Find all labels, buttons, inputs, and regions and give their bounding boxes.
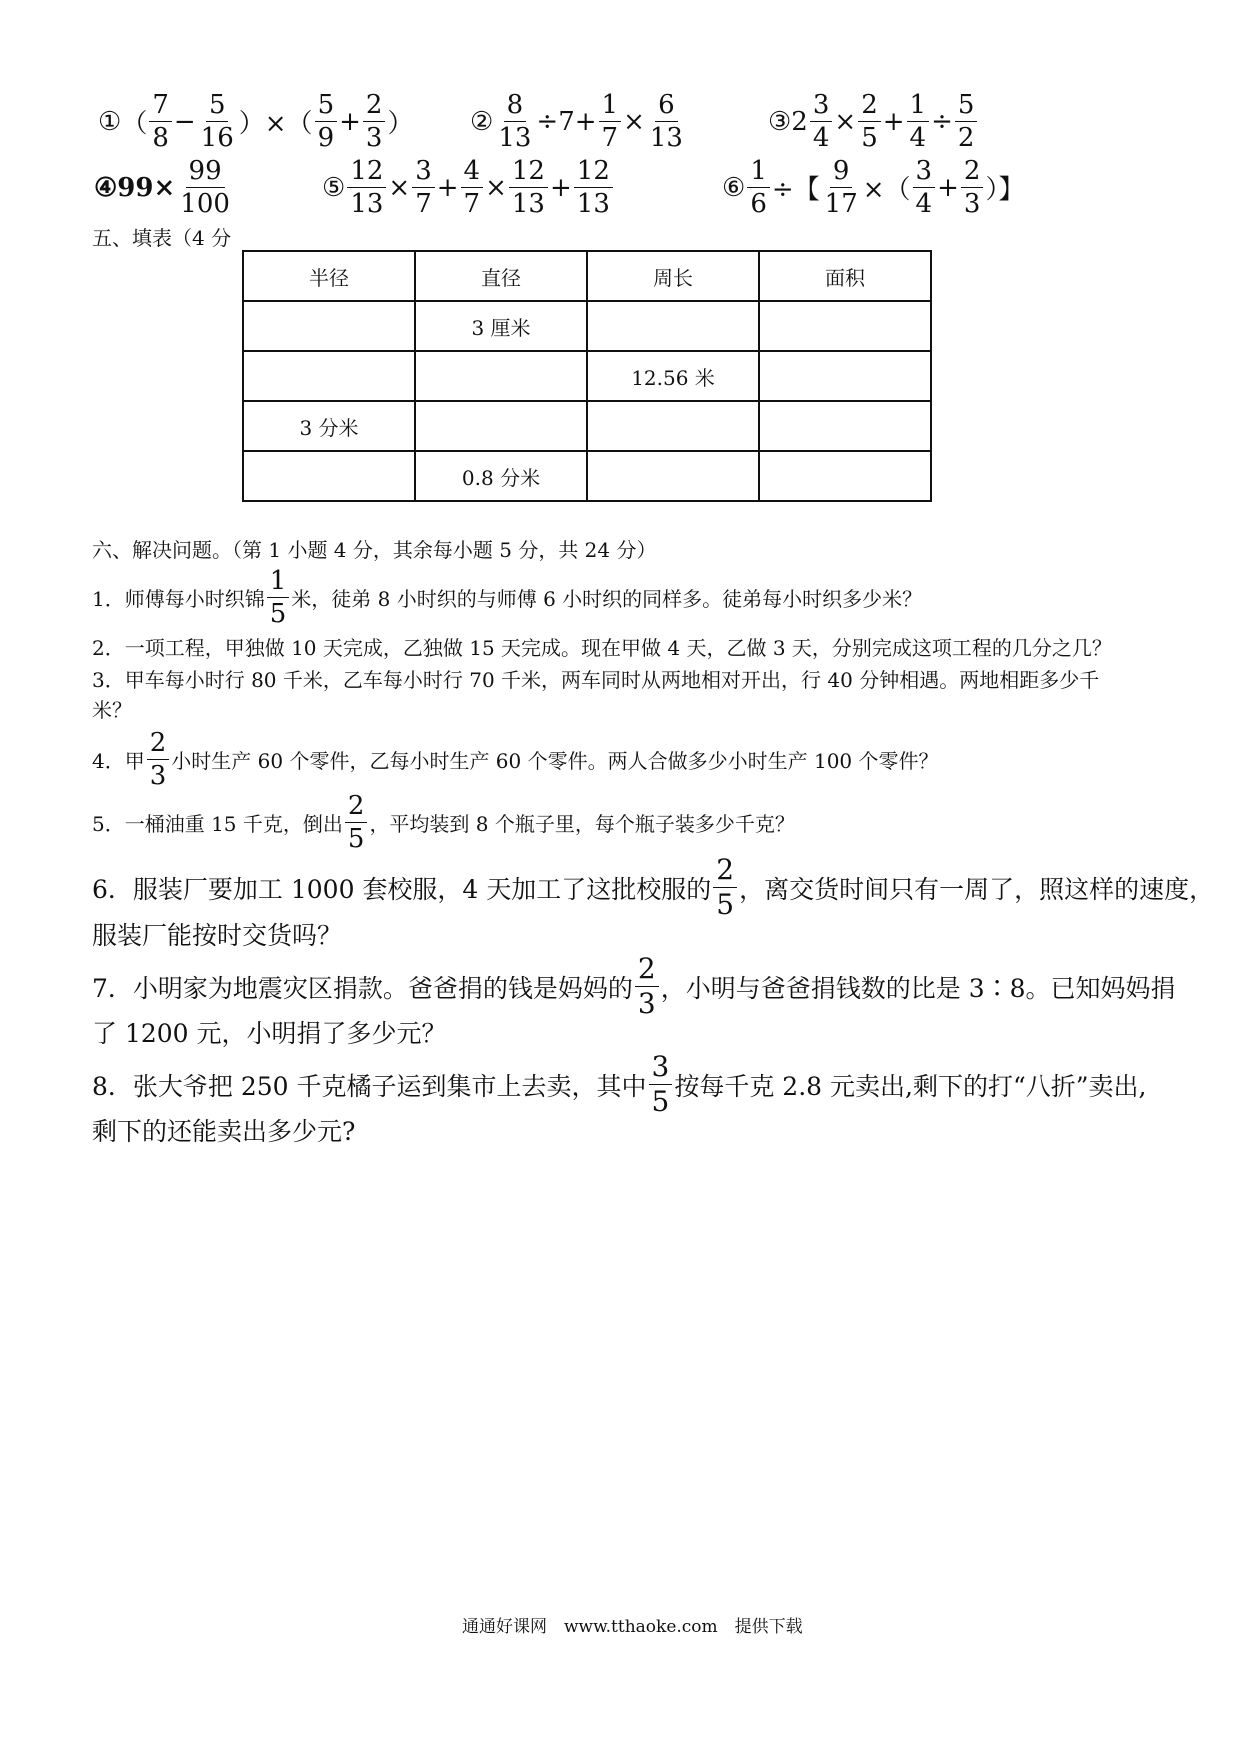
table-cell[interactable]	[415, 351, 587, 401]
footer-source: 通通好课网 www.tthaoke.com 提供下载	[462, 1617, 803, 1637]
expr-label: ⑤	[322, 172, 346, 203]
fill-table	[242, 250, 932, 502]
expr-operator: ÷【	[771, 175, 820, 205]
fraction: $\frac{1}{6}$	[747, 158, 770, 217]
question-6: 6．服装厂要加工 1000 套校服，4 天加工了这批校服的 $\frac{2}{5}$ ，离交货时间只有一周了，照这样的速度，	[92, 853, 1215, 921]
table-header-row	[243, 251, 931, 301]
expr-operator: −	[173, 106, 196, 137]
question-7: 7．小明家为地震灾区捐款。爸爸捐的钱是妈妈的 $\frac{2}{3}$ ，小明与爸爸捐钱数的比是 3∶8。已知妈妈捐	[92, 952, 1176, 1020]
expression-4	[94, 158, 235, 217]
fraction: $\frac{1}{5}$	[267, 568, 290, 627]
expr-operator: +	[882, 106, 905, 137]
fraction: $\frac{2}{5}$	[345, 793, 368, 852]
fraction: $\frac{2}{3}$	[363, 92, 386, 151]
expr-operator: +	[339, 106, 361, 137]
fraction: $\frac{4}{7}$	[461, 158, 484, 217]
expression-5	[322, 158, 615, 217]
fraction: $\frac{2}{5}$	[858, 92, 881, 151]
expr-operator: +	[549, 172, 572, 203]
table-cell[interactable]	[243, 301, 415, 351]
fraction: $\frac{6}{13}$	[649, 90, 683, 153]
expr-paren: （	[121, 109, 148, 139]
expr-label: ③2	[768, 106, 808, 137]
fraction: $\frac{99}{100}$	[180, 156, 230, 219]
expr-paren: ）	[387, 109, 414, 139]
table-cell[interactable]	[759, 351, 931, 401]
fraction: $\frac{2}{3}$	[635, 955, 659, 1018]
fraction: $\frac{7}{8}$	[149, 92, 172, 151]
expr-label: ①	[98, 106, 122, 137]
table-cell[interactable]	[587, 401, 759, 451]
table-cell[interactable]	[587, 301, 759, 351]
table-row	[243, 401, 931, 451]
expr-operator: ×（	[862, 175, 911, 205]
table-cell[interactable]	[759, 401, 931, 451]
header-radius: 半径	[243, 251, 415, 301]
fraction: $\frac{5}{9}$	[315, 92, 338, 151]
header-circumference: 周长	[587, 251, 759, 301]
fraction: $\frac{12}{13}$	[509, 158, 548, 217]
expr-operator: ×	[834, 106, 857, 137]
section-6-title: 六、解决问题。（第 1 小题 4 分，其余每小题 5 分，共 24 分）	[92, 538, 657, 562]
question-1: 1．师傅每小时织锦 $\frac{1}{5}$ 米，徒弟 8 小时织的与师傅 6 小时织的同样多。徒弟每小时织多少米？	[92, 566, 923, 629]
fraction: $\frac{3}{4}$	[810, 92, 833, 151]
fraction: $\frac{2}{3}$	[961, 158, 984, 217]
table-cell[interactable]	[415, 401, 587, 451]
fraction: $\frac{9}{17}$	[824, 156, 858, 219]
table-cell[interactable]	[759, 301, 931, 351]
expr-operator: ）】	[985, 175, 1025, 205]
expr-label: ④99×	[94, 172, 176, 203]
table-cell[interactable]: 3 厘米	[415, 301, 587, 351]
fraction: $\frac{1}{4}$	[907, 92, 930, 151]
fraction: $\frac{3}{4}$	[913, 158, 936, 217]
question-2: 2．一项工程，甲独做 10 天完成，乙独做 15 天完成。现在甲做 4 天，乙做 3 天，分别完成这项工程的几分之几？	[92, 636, 1112, 660]
fraction: $\frac{2}{3}$	[147, 730, 170, 789]
question-8: 8．张大爷把 250 千克橘子运到集市上去卖，其中 $\frac{3}{5}$ 按每千克 2.8 元卖出,剩下的打“八折”卖出,	[92, 1050, 1147, 1118]
table-cell[interactable]	[243, 451, 415, 501]
table-row	[243, 301, 931, 351]
question-7-line2: 了 1200 元，小明捐了多少元？	[92, 1019, 447, 1048]
header-area: 面积	[759, 251, 931, 301]
question-6-line2: 服装厂能按时交货吗？	[92, 921, 343, 950]
table-cell[interactable]: 0.8 分米	[415, 451, 587, 501]
question-3-line2: 米？	[92, 698, 132, 722]
fraction: $\frac{12}{13}$	[347, 158, 386, 217]
fraction: $\frac{1}{7}$	[599, 92, 622, 151]
table-cell[interactable]	[759, 451, 931, 501]
section-5-title: 五、填表（4 分	[92, 226, 232, 250]
fraction: $\frac{12}{13}$	[574, 158, 613, 217]
expr-operator: ÷	[931, 106, 953, 137]
fraction: $\frac{2}{5}$	[713, 856, 737, 919]
expr-operator: +	[436, 172, 459, 203]
expr-operator: +	[937, 172, 959, 203]
table-cell[interactable]	[243, 351, 415, 401]
header-diameter: 直径	[415, 251, 587, 301]
expr-operator: ×	[485, 172, 507, 203]
expr-operator: ×	[388, 172, 411, 203]
expression-2	[470, 92, 688, 151]
fraction: $\frac{3}{5}$	[649, 1053, 673, 1116]
question-5: 5．一桶油重 15 千克，倒出 $\frac{2}{5}$ ，平均装到 8 个瓶子里，每个瓶子装多少千克？	[92, 791, 795, 854]
expression-1	[98, 92, 413, 151]
table-row	[243, 351, 931, 401]
question-4: 4．甲 $\frac{2}{3}$ 小时生产 60 个零件，乙每小时生产 60 个零件。两人合做多少小时生产 100 个零件？	[92, 728, 939, 791]
table-cell[interactable]	[587, 451, 759, 501]
table-cell[interactable]: 12.56 米	[587, 351, 759, 401]
question-3: 3．甲车每小时行 80 千米，乙车每小时行 70 千米，两车同时从两地相对开出，行 40 分钟相遇。两地相距多少千	[92, 668, 1100, 692]
table-cell[interactable]: 3 分米	[243, 401, 415, 451]
expr-operator: ÷7+	[536, 106, 597, 137]
fraction: $\frac{3}{7}$	[412, 158, 435, 217]
table-row	[243, 451, 931, 501]
expr-operator: ）×（	[238, 109, 313, 139]
expression-3	[768, 92, 979, 151]
expr-operator: ×	[623, 106, 645, 137]
expr-label: ⑥	[722, 172, 746, 203]
expr-label: ②	[470, 106, 494, 137]
question-8-line2: 剩下的还能卖出多少元?	[92, 1117, 356, 1146]
fraction: $\frac{5}{2}$	[955, 92, 978, 151]
fraction: $\frac{5}{16}$	[200, 90, 234, 153]
expression-6	[722, 158, 1024, 217]
fraction: $\frac{8}{13}$	[498, 90, 532, 153]
